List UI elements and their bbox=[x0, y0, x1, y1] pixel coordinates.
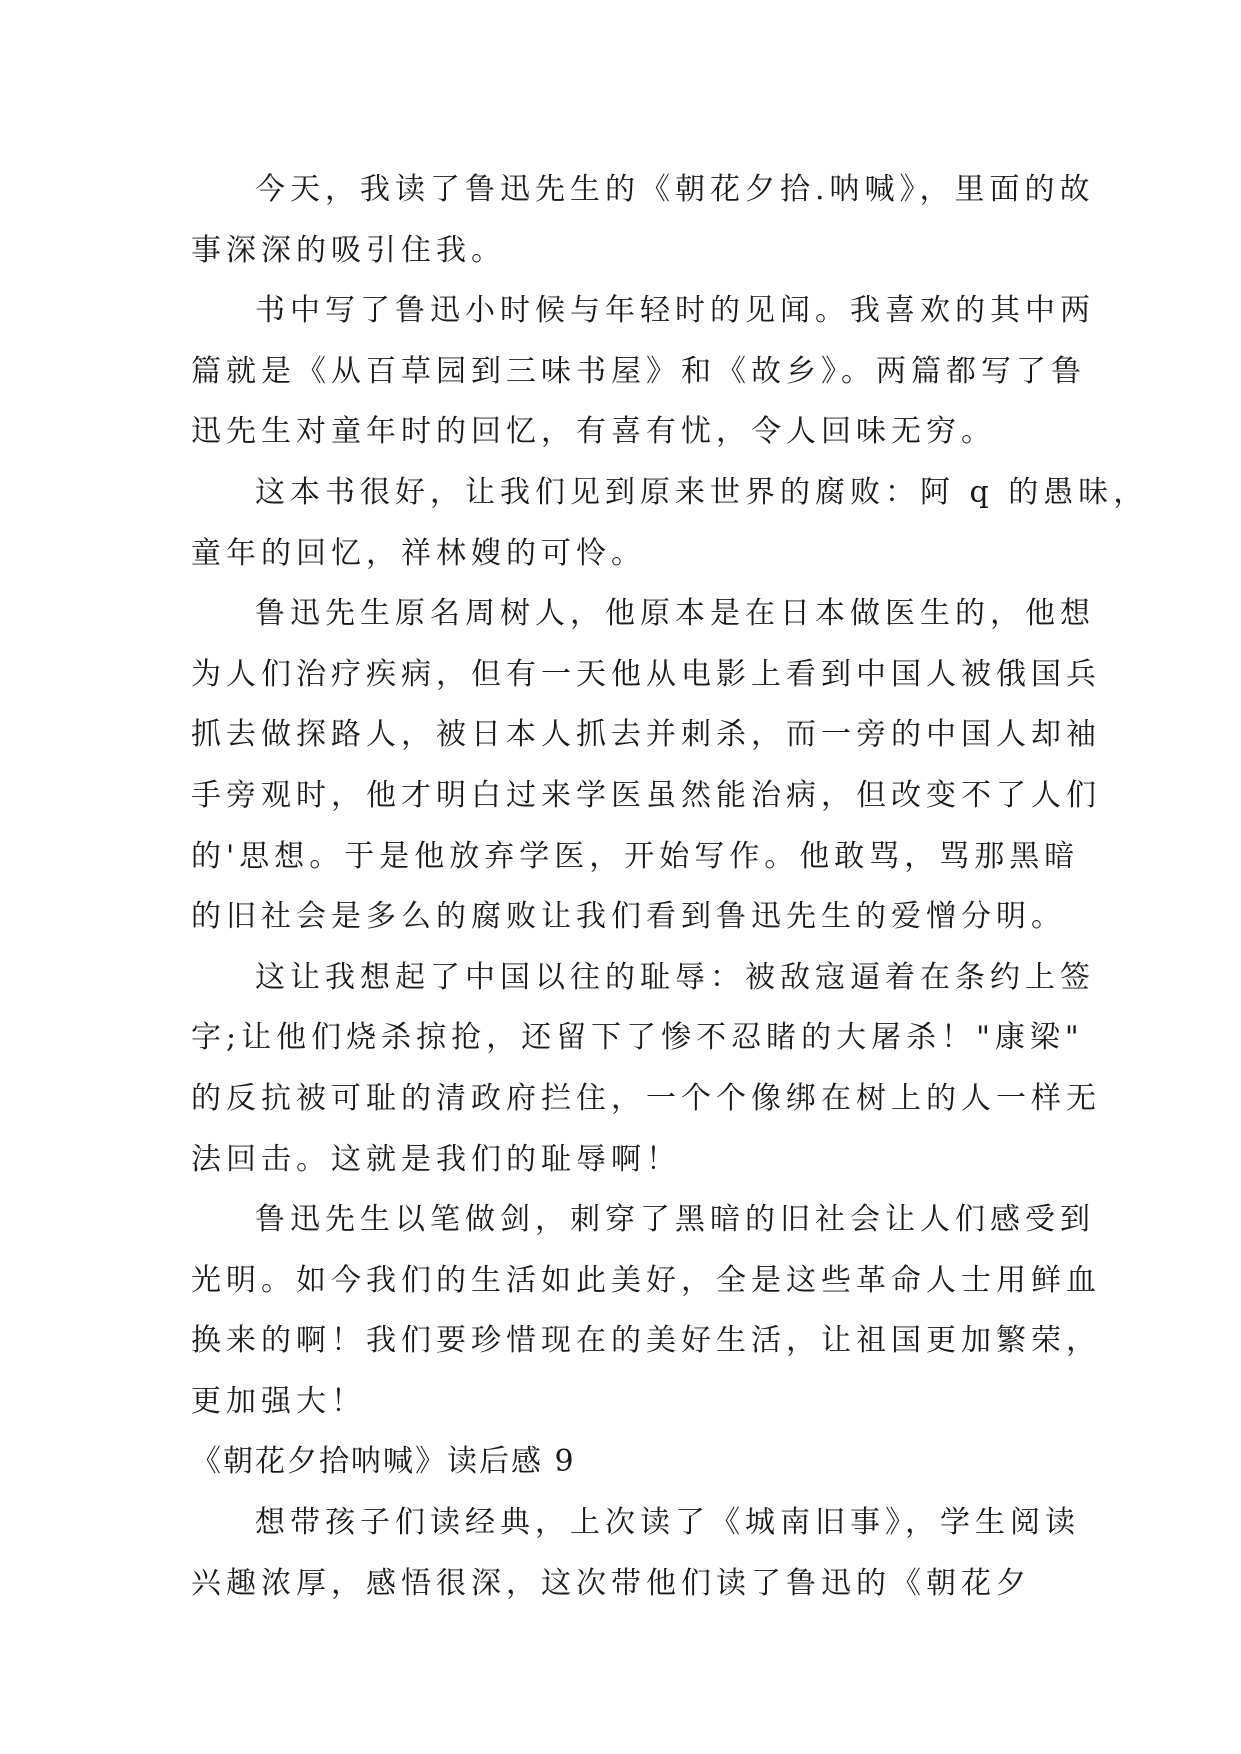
text-line: 换来的啊！我们要珍惜现在的美好生活，让祖国更加繁荣， bbox=[191, 1323, 1101, 1359]
text-line: 字;让他们烧杀掠抢，还留下了惨不忍睹的大屠杀！"康梁" bbox=[191, 1020, 1084, 1056]
text-line: 今天，我读了鲁迅先生的《朝花夕拾.呐喊》，里面的故 bbox=[255, 172, 1095, 207]
text-line: 鲁迅先生原名周树人，他原本是在日本做医生的，他想 bbox=[255, 596, 1095, 632]
text-line: 法回击。这就是我们的耻辱啊！ bbox=[191, 1141, 681, 1177]
text-line: 抓去做探路人，被日本人抓去并刺杀，而一旁的中国人却袖 bbox=[191, 717, 1101, 753]
text-line: 想带孩子们读经典，上次读了《城南旧事》，学生阅读 bbox=[255, 1505, 1080, 1541]
document-body bbox=[191, 160, 1149, 1614]
text-line: 篇就是《从百草园到三味书屋》和《故乡》。两篇都写了鲁 bbox=[191, 353, 1086, 389]
text-line: 兴趣浓厚，感悟很深，这次带他们读了鲁迅的《朝花夕 bbox=[191, 1565, 1031, 1601]
section-heading: 《朝花夕拾呐喊》读后感 9 bbox=[191, 1444, 576, 1480]
text-line: 迅先生对童年时的回忆，有喜有忧，令人回味无穷。 bbox=[191, 414, 996, 450]
text-line: 光明。如今我们的生活如此美好，全是这些革命人士用鲜血 bbox=[191, 1262, 1101, 1298]
text-line: 手旁观时，他才明白过来学医虽然能治病，但改变不了人们 bbox=[191, 777, 1101, 813]
text-line: 为人们治疗疾病，但有一天他从电影上看到中国人被俄国兵 bbox=[191, 656, 1101, 692]
text-line: 更加强大！ bbox=[191, 1383, 366, 1419]
text-line: 的'思想。于是他放弃学医，开始写作。他敢骂，骂那黑暗 bbox=[191, 838, 1080, 874]
text-line: 事深深的吸引住我。 bbox=[191, 232, 506, 268]
text-line: 这让我想起了中国以往的耻辱：被敌寇逼着在条约上签 bbox=[255, 959, 1095, 995]
text-line: 童年的回忆，祥林嫂的可怜。 bbox=[191, 535, 646, 571]
text-line: 鲁迅先生以笔做剑，刺穿了黑暗的旧社会让人们感受到 bbox=[255, 1202, 1095, 1238]
text-line: 的旧社会是多么的腐败让我们看到鲁迅先生的爱憎分明。 bbox=[191, 899, 1066, 935]
text-line: 这本书很好，让我们见到原来世界的腐败：阿 q 的愚昧， bbox=[255, 474, 1149, 510]
text-line: 书中写了鲁迅小时候与年轻时的见闻。我喜欢的其中两 bbox=[255, 293, 1095, 329]
text-line: 的反抗被可耻的清政府拦住，一个个像绑在树上的人一样无 bbox=[191, 1080, 1101, 1116]
